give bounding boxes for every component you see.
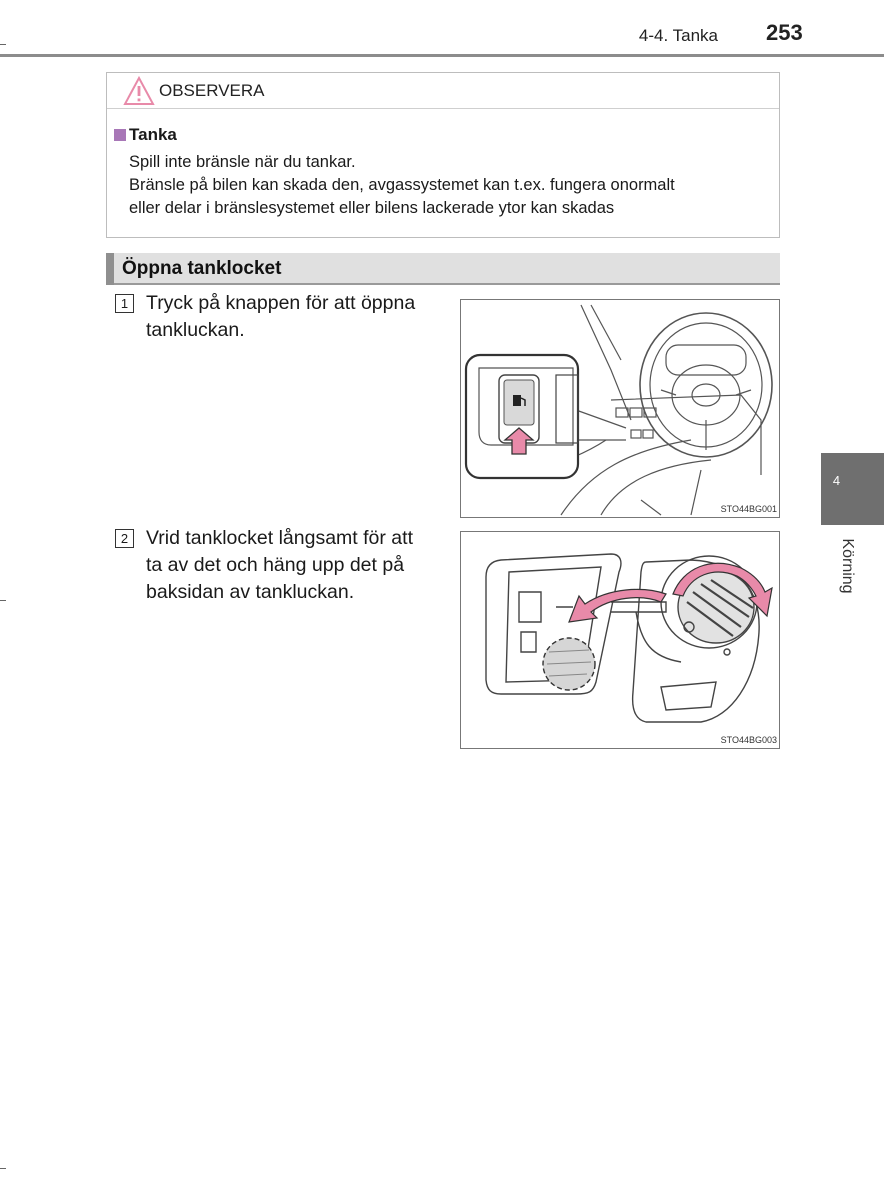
section-label: 4-4. Tanka <box>638 26 718 45</box>
page-number: 253 <box>766 20 803 45</box>
step-line: ta av det och häng upp det på <box>146 554 405 576</box>
step-line: baksidan av tankluckan. <box>146 581 355 603</box>
caution-box <box>106 72 780 238</box>
chapter-tab <box>821 453 884 525</box>
caution-line: eller delar i bränslesystemet eller bilens lackerade ytor kan skadas <box>129 199 615 217</box>
caution-line: Spill inte bränsle när du tankar. <box>129 153 356 171</box>
section-heading-bar <box>106 253 780 285</box>
figure-code: STO44BG003 <box>720 735 777 745</box>
curved-arrow-left <box>569 589 666 622</box>
step-line: Tryck på knappen för att öppna <box>146 292 416 314</box>
caution-subtitle: Tanka <box>129 125 177 144</box>
bullet-square-icon <box>114 129 126 141</box>
figure-dashboard <box>460 299 780 518</box>
crop-mark <box>0 44 6 45</box>
crop-mark <box>0 600 6 601</box>
fuel-cap-hanging <box>543 638 595 690</box>
step-text <box>146 525 444 606</box>
step-line: Vrid tanklocket långsamt för att <box>146 527 413 549</box>
figure-fuel-cap <box>460 531 780 749</box>
chapter-number: 4 <box>832 473 841 488</box>
caution-title: OBSERVERA <box>159 81 265 100</box>
warning-triangle-icon <box>123 76 155 106</box>
section-heading: Öppna tanklocket <box>122 258 282 279</box>
button-callout <box>466 355 578 478</box>
step-text <box>146 290 444 344</box>
caution-text <box>129 151 769 220</box>
dashboard-illustration <box>461 300 779 517</box>
caution-header <box>107 73 779 109</box>
header-rule <box>0 54 884 57</box>
heading-accent <box>106 253 114 285</box>
step-line: tankluckan. <box>146 319 245 341</box>
caution-line: Bränsle på bilen kan skada den, avgassystemet kan t.ex. fungera onormalt <box>129 176 675 194</box>
step-number: 2 <box>115 529 134 548</box>
chapter-label: Körning <box>839 538 856 594</box>
step-number: 1 <box>115 294 134 313</box>
crop-mark <box>0 1168 6 1169</box>
fuel-cap-illustration <box>461 532 779 748</box>
figure-code: STO44BG001 <box>720 504 777 514</box>
